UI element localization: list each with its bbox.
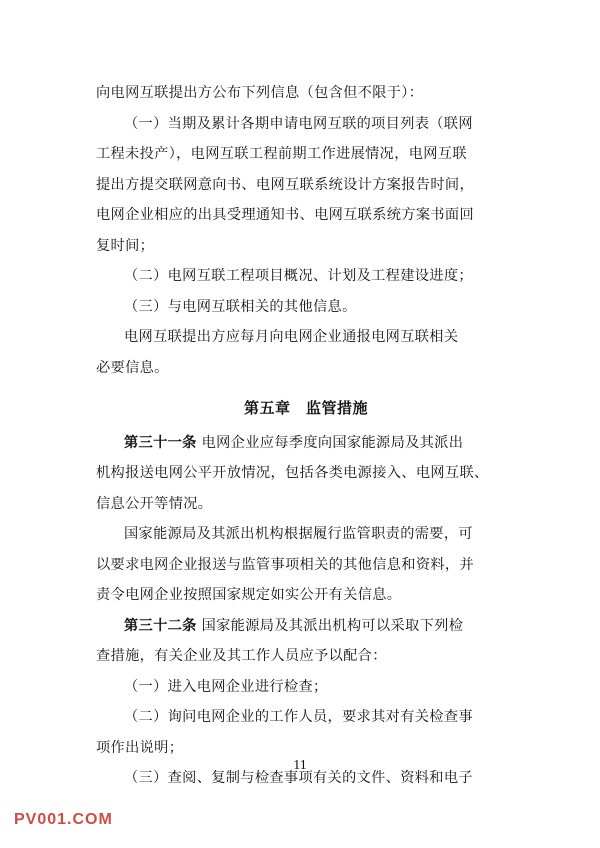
text-line: 信息公开等情况。: [96, 495, 213, 512]
text-line: 必要信息。: [96, 359, 169, 376]
text-line: 国家能源局及其派出机构根据履行监管职责的需要，可: [124, 526, 473, 542]
text-line: （一）当期及累计各期申请电网互联的项目列表（联网: [124, 115, 473, 132]
article-32-text: 国家能源局及其派出机构可以采取下列检: [201, 617, 464, 634]
text-line: 项作出说明；: [96, 739, 184, 756]
article-32-first-line: [96, 611, 516, 642]
text-line: 复时间；: [96, 237, 155, 254]
watermark: PV001.COM: [14, 811, 113, 828]
article-31-first-line: [96, 428, 516, 459]
text-line: （二）询问电网企业的工作人员，要求其对有关检查事: [124, 709, 473, 725]
chapter-title: 第五章 监管措施: [243, 399, 368, 417]
text-line: 机构报送电网公平开放情况，包括各类电源接入、电网互联、: [96, 465, 489, 481]
text-line: 提出方提交联网意向书、电网互联系统设计方案报告时间，: [96, 176, 474, 193]
page-number: 11: [293, 758, 307, 773]
article-31-label: 第三十一条: [124, 434, 197, 451]
text-line: 工程未投产），电网互联工程前期工作进展情况，电网互联: [96, 146, 467, 162]
text-line: （三）查阅、复制与检查事项有关的文件、资料和电子: [124, 770, 473, 786]
text-line: 电网企业相应的出具受理通知书、电网互联系统方案书面回: [96, 207, 474, 223]
text-line: 以要求电网企业报送与监管事项相关的其他信息和资料，并: [96, 556, 474, 573]
article-31-text: 电网企业应每季度向国家能源局及其派出: [201, 434, 464, 451]
text-line: （二）电网互联工程项目概况、计划及工程建设进度；: [124, 268, 473, 284]
text-line: （三）与电网互联相关的其他信息。: [124, 298, 357, 315]
text-line: 责令电网企业按照国家规定如实公开有关信息。: [96, 587, 402, 603]
text-line: （一）进入电网企业进行检查；: [124, 678, 328, 695]
text-line: 查措施，有关企业及其工作人员应予以配合：: [96, 648, 387, 664]
text-line: 向电网互联提出方公布下列信息（包含但不限于）：: [96, 85, 424, 101]
article-32-label: 第三十二条: [124, 617, 197, 634]
document-body: [96, 78, 516, 794]
text-line: 电网互联提出方应每月向电网企业通报电网互联相关: [124, 329, 459, 345]
